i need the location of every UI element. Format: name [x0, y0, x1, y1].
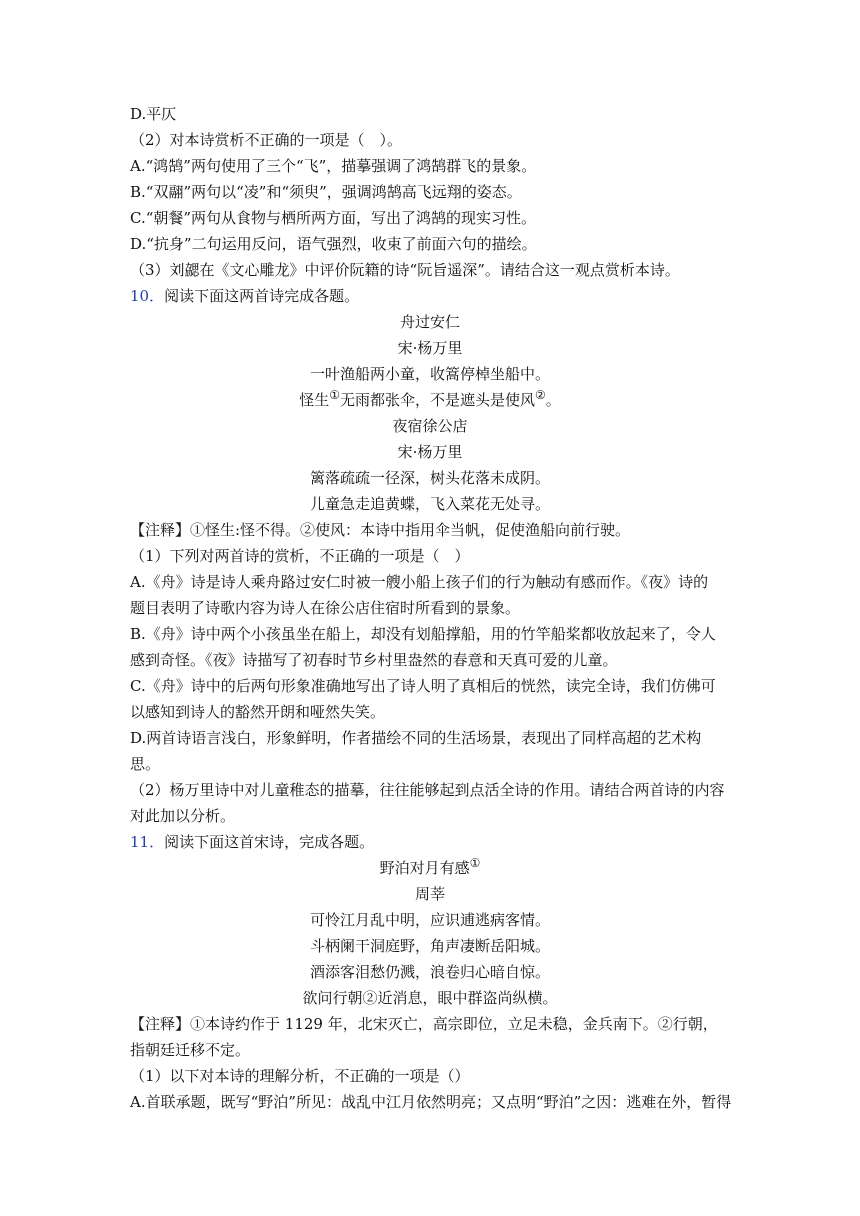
- poem3-line1: 可怜江月乱中明，应识逋逃病客情。: [309, 911, 550, 929]
- footnote-marker: ②: [535, 388, 546, 402]
- q10-option-a-line2: 题目表明了诗歌内容为诗人在徐公店住宿时所看到的景象。: [130, 599, 521, 617]
- poem3-title: [130, 856, 730, 880]
- q9-sub2-option-b: B.“双翮”两句以“凌”和“须臾”，强调鸿鹄高飞远翔的姿态。: [130, 183, 522, 201]
- poem2-author: 宋·杨万里: [397, 443, 463, 461]
- question-stem-text: 阅读下面这首宋诗，完成各题。: [164, 833, 375, 851]
- q9-sub3-stem: （3）刘勰在《文心雕龙》中评价阮籍的诗“阮旨遥深”。请结合这一观点赏析本诗。: [130, 261, 680, 279]
- question-stem-text: 阅读下面这两首诗完成各题。: [164, 287, 360, 305]
- poem2-line2: 儿童急走追黄蝶，飞入菜花无处寻。: [309, 495, 550, 513]
- q9-option-d: D.平仄: [130, 105, 177, 123]
- poem1-line1: 一叶渔船两小童，收篙停棹坐船中。: [309, 365, 550, 383]
- poem-text: 近消息，眼中群盗尚纵横。: [377, 989, 558, 1007]
- poem3-line2: 斗柄阑干洞庭野，角声凄断岳阳城。: [309, 937, 550, 955]
- poem1-line2: [130, 388, 730, 412]
- q10-sub2-line1: （2）杨万里诗中对儿童稚态的描摹，往往能够起到点活全诗的作用。请结合两首诗的内容: [130, 781, 725, 799]
- footnote-marker: ②: [362, 989, 378, 1007]
- q10-option-a-line1: A.《舟》诗是诗人乘舟路过安仁时被一艘小船上孩子们的行为触动有感而作。《夜》诗的: [130, 573, 709, 591]
- question-number: 10．: [130, 287, 165, 305]
- q10-option-c-line1: C.《舟》诗中的后两句形象准确地写出了诗人明了真相后的恍然，读完全诗，我们仿佛可: [130, 677, 716, 695]
- poem-text: 怪生: [299, 391, 330, 409]
- poem2-line1: 篱落疏疏一径深，树头花落未成阴。: [309, 469, 550, 487]
- q9-sub2-option-a: A.“鸿鹄”两句使用了三个“飞”，描摹强调了鸿鹄群飞的景象。: [130, 157, 537, 175]
- poem1-title: 舟过安仁: [399, 313, 460, 331]
- poem-text: 欲问行朝: [302, 989, 363, 1007]
- q11-note-line1: 【注释】①本诗约作于 1129 年，北宋灭亡，高宗即位，立足未稳，金兵南下。②行朝，: [130, 1015, 718, 1033]
- poem3-author: 周莘: [414, 885, 445, 903]
- footnote-marker: ①: [329, 388, 340, 402]
- footnote-marker: ①: [469, 856, 481, 870]
- q11-option-a-line1: A.首联承题，既写“野泊”所见：战乱中江月依然明亮；又点明“野泊”之因：逃难在外，暂得: [130, 1093, 732, 1111]
- q10-option-b-line2: 感到奇怪。《夜》诗描写了初春时节乡村里盎然的春意和天真可爱的儿童。: [130, 651, 618, 669]
- q9-sub2-stem: （2）对本诗赏析不正确的一项是（ ）。: [130, 131, 403, 149]
- q10-option-c-line2: 以感知到诗人的豁然开朗和哑然失笑。: [130, 703, 386, 721]
- poem-text: 无雨都张伞，不是遮头是使风: [339, 391, 535, 409]
- q10-sub2-line2: 对此加以分析。: [130, 807, 236, 825]
- q10-option-d-line2: 思。: [130, 755, 161, 773]
- q11-sub1-stem: （1）以下对本诗的理解分析，不正确的一项是（）: [130, 1067, 470, 1085]
- poem-text: 。: [545, 391, 561, 409]
- poem1-author: 宋·杨万里: [397, 339, 463, 357]
- q10-stem: [130, 284, 730, 308]
- q11-note-line2: 指朝廷迁移不定。: [130, 1041, 251, 1059]
- question-number: 11．: [130, 833, 165, 851]
- poem3-line4: [130, 986, 730, 1010]
- poem-title-text: 野泊对月有感: [379, 859, 470, 877]
- q9-sub2-option-d: D.“抗身”二句运用反问，语气强烈，收束了前面六句的描绘。: [130, 235, 537, 253]
- poem3-line3: 酒添客泪愁仍溅，浪卷归心暗自惊。: [309, 963, 550, 981]
- q11-stem: [130, 830, 730, 854]
- q10-note: 【注释】①怪生:怪不得。②使风：本诗中指用伞当帆，促使渔船向前行驶。: [130, 521, 631, 539]
- q10-option-b-line1: B.《舟》诗中两个小孩虽坐在船上，却没有划船撑船，用的竹竿船桨都收放起来了，令人: [130, 625, 716, 643]
- q10-sub1-stem: （1）下列对两首诗的赏析，不正确的一项是（ ）: [130, 547, 470, 565]
- q9-sub2-option-c: C.“朝餐”两句从食物与栖所两方面，写出了鸿鹄的现实习性。: [130, 209, 537, 227]
- q10-option-d-line1: D.两首诗语言浅白，形象鲜明，作者描绘不同的生活场景，表现出了同样高超的艺术构: [130, 729, 702, 747]
- poem2-title: 夜宿徐公店: [392, 417, 468, 435]
